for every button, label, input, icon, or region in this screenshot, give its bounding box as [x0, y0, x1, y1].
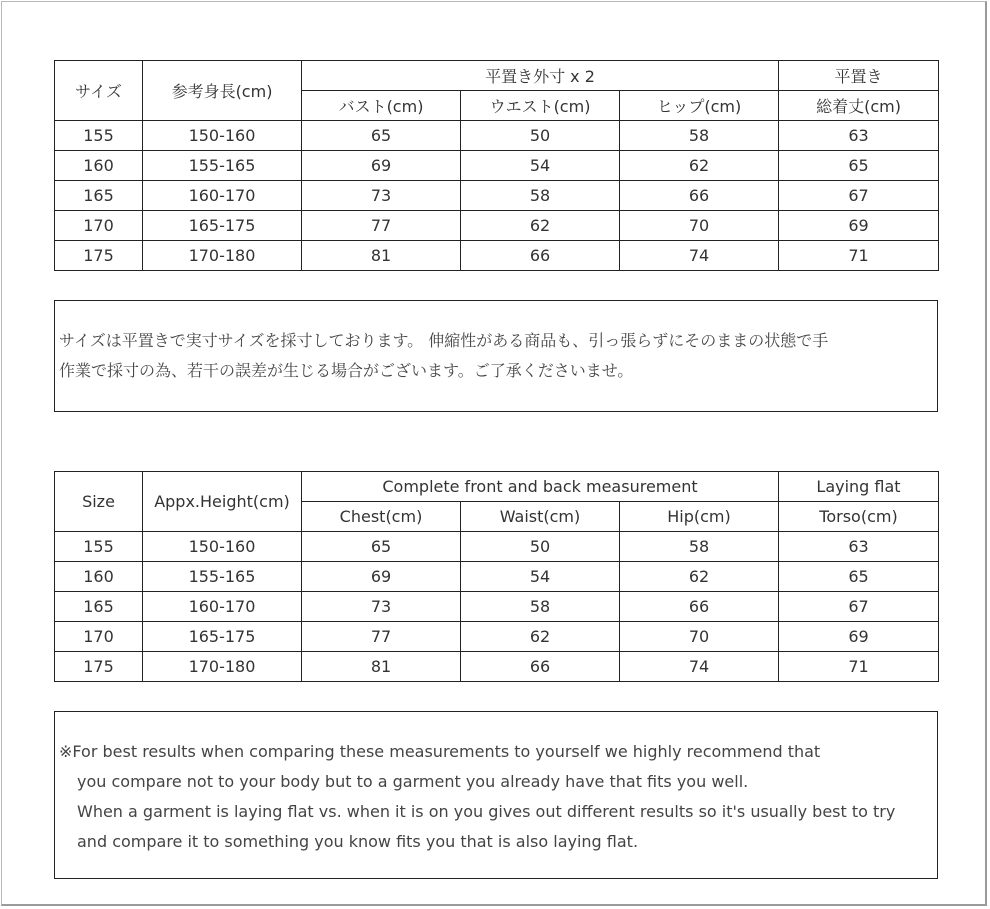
cell-height: 150-160 [143, 532, 302, 562]
cell-size: 160 [55, 562, 143, 592]
cell-waist: 66 [461, 241, 620, 271]
cell-size: 155 [55, 121, 143, 151]
note-line: When a garment is laying flat vs. when it is on you gives out different results so it's usually best to try [77, 802, 896, 821]
cell-hip: 70 [620, 211, 779, 241]
cell-waist: 58 [461, 592, 620, 622]
cell-size: 175 [55, 241, 143, 271]
cell-length: 67 [779, 181, 939, 211]
cell-chest: 65 [302, 532, 461, 562]
cell-hip: 62 [620, 562, 779, 592]
cell-waist: 54 [461, 562, 620, 592]
cell-size: 175 [55, 652, 143, 682]
table-row [55, 121, 939, 151]
cell-hip: 74 [620, 241, 779, 271]
table-row [55, 592, 939, 622]
cell-hip: 70 [620, 622, 779, 652]
table-row [55, 652, 939, 682]
size-table-english [54, 471, 939, 682]
cell-waist: 54 [461, 151, 620, 181]
cell-torso: 67 [779, 592, 939, 622]
size-table-japanese-body [55, 61, 939, 271]
header-bust: バスト(cm) [302, 91, 461, 121]
cell-torso: 65 [779, 562, 939, 592]
cell-size: 170 [55, 622, 143, 652]
cell-length: 63 [779, 121, 939, 151]
cell-height: 155-165 [143, 151, 302, 181]
cell-hip: 58 [620, 532, 779, 562]
cell-waist: 62 [461, 622, 620, 652]
table-row [55, 151, 939, 181]
header-row [55, 472, 939, 502]
table-row [55, 532, 939, 562]
cell-bust: 81 [302, 241, 461, 271]
cell-chest: 81 [302, 652, 461, 682]
cell-torso: 63 [779, 532, 939, 562]
size-table-english-body [55, 472, 939, 682]
cell-bust: 69 [302, 151, 461, 181]
cell-hip: 74 [620, 652, 779, 682]
cell-height: 170-180 [143, 241, 302, 271]
cell-height: 170-180 [143, 652, 302, 682]
cell-hip: 66 [620, 181, 779, 211]
cell-waist: 50 [461, 532, 620, 562]
cell-length: 69 [779, 211, 939, 241]
cell-length: 65 [779, 151, 939, 181]
cell-hip: 58 [620, 121, 779, 151]
table-row [55, 622, 939, 652]
cell-torso: 71 [779, 652, 939, 682]
header-laying-flat: 平置き [779, 61, 939, 91]
header-total-length: 総着丈(cm) [779, 91, 939, 121]
cell-size: 165 [55, 592, 143, 622]
cell-waist: 66 [461, 652, 620, 682]
cell-torso: 69 [779, 622, 939, 652]
cell-size: 165 [55, 181, 143, 211]
cell-waist: 50 [461, 121, 620, 151]
header-size: サイズ [55, 61, 143, 121]
table-row [55, 211, 939, 241]
header-size: Size [55, 472, 143, 532]
cell-height: 160-170 [143, 592, 302, 622]
cell-height: 160-170 [143, 181, 302, 211]
header-waist: Waist(cm) [461, 502, 620, 532]
header-torso: Torso(cm) [779, 502, 939, 532]
size-table-japanese [54, 60, 939, 271]
header-laying-flat: Laying flat [779, 472, 939, 502]
header-height: Appx.Height(cm) [143, 472, 302, 532]
table-row [55, 562, 939, 592]
cell-height: 165-175 [143, 622, 302, 652]
note-line: ※For best results when comparing these measurements to yourself we highly recommend that [59, 742, 821, 761]
measurement-note-japanese [54, 300, 938, 412]
table-row [55, 241, 939, 271]
cell-size: 155 [55, 532, 143, 562]
cell-size: 160 [55, 151, 143, 181]
header-complete-measurement-group: Complete front and back measurement [302, 472, 779, 502]
header-flat-measurement-group: 平置き外寸 x 2 [302, 61, 779, 91]
cell-bust: 77 [302, 211, 461, 241]
note-line: you compare not to your body but to a garment you already have that fits you well. [77, 772, 749, 791]
header-hip: Hip(cm) [620, 502, 779, 532]
cell-waist: 58 [461, 181, 620, 211]
header-chest: Chest(cm) [302, 502, 461, 532]
cell-bust: 65 [302, 121, 461, 151]
cell-hip: 62 [620, 151, 779, 181]
measurement-note-english [54, 711, 938, 879]
cell-height: 165-175 [143, 211, 302, 241]
header-hip: ヒップ(cm) [620, 91, 779, 121]
header-height: 参考身長(cm) [143, 61, 302, 121]
table-row [55, 181, 939, 211]
note-line: 作業で採寸の為、若干の誤差が生じる場合がございます。ご了承くださいませ。 [59, 361, 634, 380]
cell-height: 155-165 [143, 562, 302, 592]
cell-hip: 66 [620, 592, 779, 622]
note-line: サイズは平置きで実寸サイズを採寸しております。 伸縮性がある商品も、引っ張らずにそのままの状態で手 [59, 331, 829, 350]
cell-bust: 73 [302, 181, 461, 211]
cell-chest: 69 [302, 562, 461, 592]
header-waist: ウエスト(cm) [461, 91, 620, 121]
cell-height: 150-160 [143, 121, 302, 151]
header-row [55, 61, 939, 91]
cell-size: 170 [55, 211, 143, 241]
cell-length: 71 [779, 241, 939, 271]
cell-waist: 62 [461, 211, 620, 241]
cell-chest: 77 [302, 622, 461, 652]
cell-chest: 73 [302, 592, 461, 622]
note-line: and compare it to something you know fits you that is also laying flat. [77, 832, 639, 851]
